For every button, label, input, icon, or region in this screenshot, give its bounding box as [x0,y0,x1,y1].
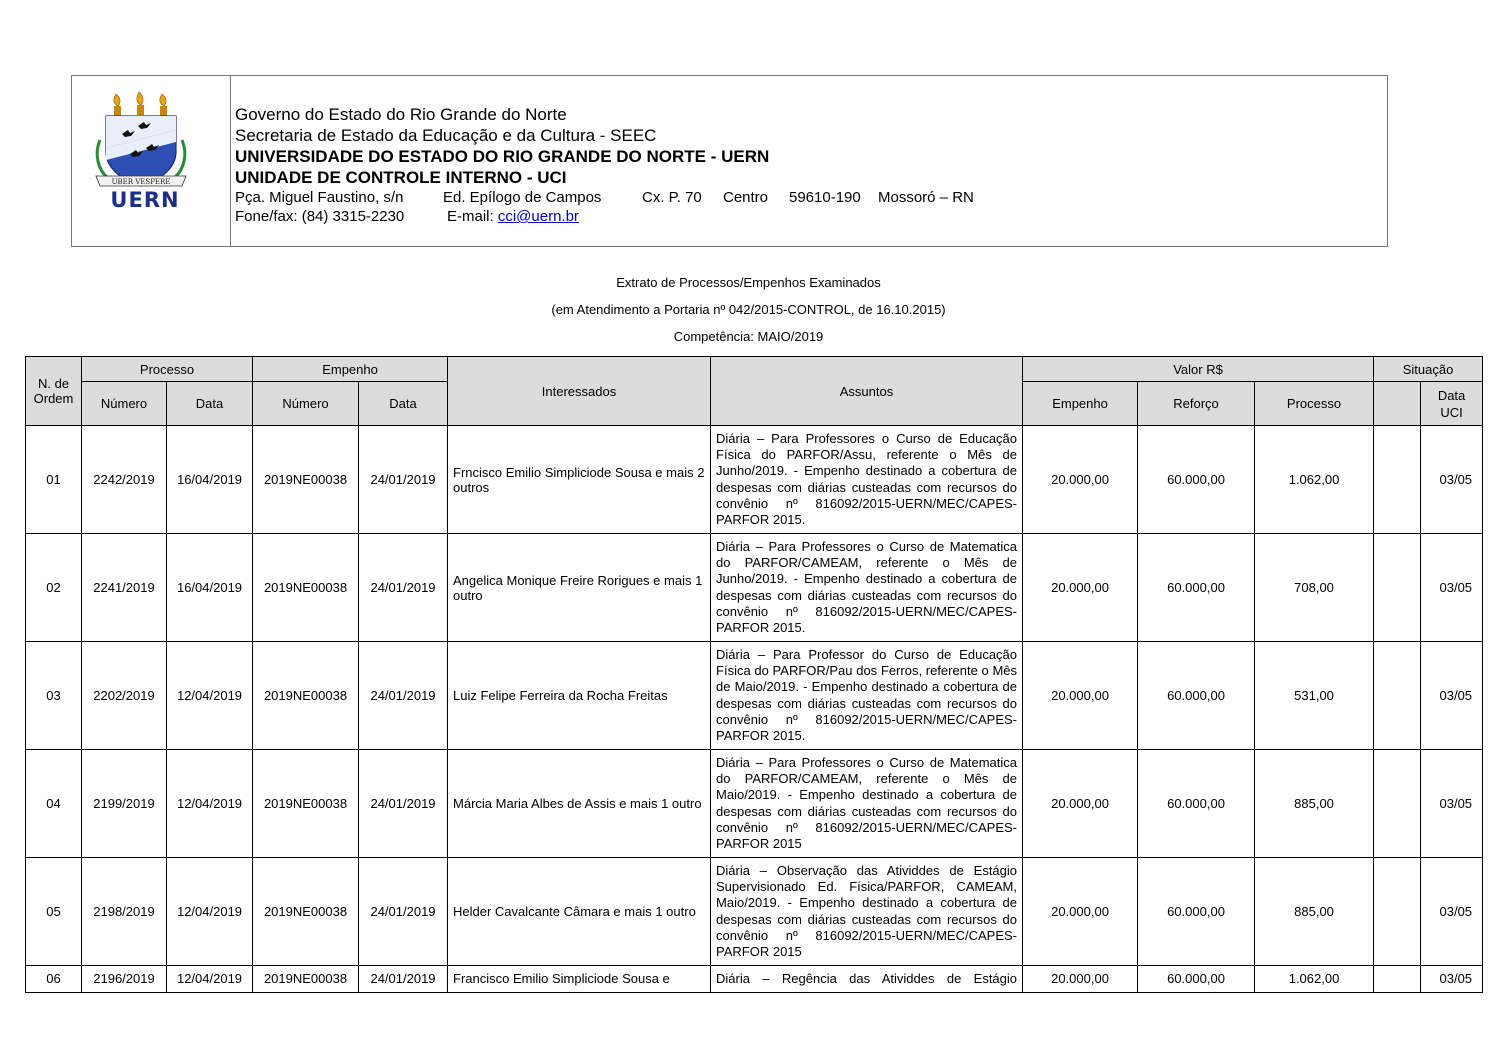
cell-proc-num: 2242/2019 [82,426,167,534]
cell-interessados: Frncisco Emilio Simpliciode Sousa e mais 2 outros [448,426,711,534]
cell-emp-num: 2019NE00038 [253,858,359,966]
cell-data-uci: 03/05 [1421,750,1483,858]
table-body [26,426,1483,993]
table-row [26,642,1483,750]
table-row [26,858,1483,966]
cell-situacao [1374,534,1421,642]
header-empenho-data: Data [359,382,448,426]
cell-v-reforco: 60.000,00 [1138,642,1255,750]
cell-data-uci: 03/05 [1421,858,1483,966]
cell-assunto: Diária – Para Professores o Curso de Matematica do PARFOR/CAMEAM, referente o Mês de Maio/2019. - Empenho destinado a cobertura de despesas com diárias custeadas com recursos do convênio nº 816092/2015-UERN/MEC/CAPES-PARFOR 2015 [711,750,1023,858]
cell-v-reforco: 60.000,00 [1138,750,1255,858]
cell-v-processo: 885,00 [1255,858,1374,966]
cell-interessados: Helder Cavalcante Câmara e mais 1 outro [448,858,711,966]
cell-proc-data: 12/04/2019 [167,750,253,858]
header-data-uci: Data UCI [1421,382,1483,426]
cell-v-processo: 885,00 [1255,750,1374,858]
cell-v-processo: 1.062,00 [1255,966,1374,993]
cell-ordem: 05 [26,858,82,966]
header-empenho-numero: Número [253,382,359,426]
cell-proc-data: 16/04/2019 [167,426,253,534]
cell-data-uci: 03/05 [1421,426,1483,534]
document-header [71,75,1388,247]
processos-table [25,356,1483,993]
cell-proc-num: 2241/2019 [82,534,167,642]
cell-emp-data: 24/01/2019 [359,642,448,750]
cell-v-reforco: 60.000,00 [1138,858,1255,966]
cell-proc-num: 2202/2019 [82,642,167,750]
cell-proc-num: 2198/2019 [82,858,167,966]
logo-wordmark: UERN [110,188,180,212]
table-row [26,966,1483,993]
address-building: Ed. Epílogo de Campos [443,189,602,206]
cell-v-processo: 708,00 [1255,534,1374,642]
header-assuntos: Assuntos [711,357,1023,426]
header-processo-data: Data [167,382,253,426]
cell-situacao [1374,858,1421,966]
header-phone: Fone/fax: (84) 3315-2230 [235,208,405,225]
cell-assunto: Diária – Para Professores o Curso de Matematica do PARFOR/CAMEAM, referente o Mês de Junho/2019. - Empenho destinado a cobertura de despesas com diárias custeadas com recursos do convênio nº 816092/2015-UERN/MEC/CAPES-PARFOR 2015. [711,534,1023,642]
cell-ordem: 06 [26,966,82,993]
address-zip: 59610-190 [789,189,861,206]
cell-v-empenho: 20.000,00 [1023,426,1138,534]
cell-v-reforco: 60.000,00 [1138,966,1255,993]
header-government: Governo do Estado do Rio Grande do Norte [235,105,567,124]
table-row [26,426,1483,534]
address-district: Centro [723,189,769,206]
header-ordem: N. de Ordem [26,357,82,426]
cell-v-empenho: 20.000,00 [1023,642,1138,750]
cell-interessados: Francisco Emilio Simpliciode Sousa e [448,966,711,993]
cell-assunto: Diária – Para Professores o Curso de Educação Física do PARFOR/Assu, referente o Mês de Junho/2019. - Empenho destinado a cobertura de despesas com diárias custeadas com recursos do convênio nº 816092/2015-UERN/MEC/CAPES-PARFOR 2015. [711,426,1023,534]
report-competencia: Competência: MAIO/2019 [673,329,824,344]
cell-emp-data: 24/01/2019 [359,966,448,993]
header-university: UNIVERSIDADE DO ESTADO DO RIO GRANDE DO NORTE - UERN [235,147,770,166]
header-interessados: Interessados [448,357,711,426]
cell-proc-data: 12/04/2019 [167,642,253,750]
email-link[interactable]: cci@uern.br [497,208,579,225]
cell-proc-data: 12/04/2019 [167,858,253,966]
header-situacao: Situação [1374,357,1483,382]
logo-banner-text: UBER VESPERE [111,178,171,186]
header-processo-numero: Número [82,382,167,426]
report-title: Extrato de Processos/Empenhos Examinados [616,275,881,290]
cell-emp-num: 2019NE00038 [253,750,359,858]
cell-situacao [1374,642,1421,750]
cell-v-processo: 1.062,00 [1255,426,1374,534]
report-subtitle: (em Atendimento a Portaria nº 042/2015-CONTROL, de 16.10.2015) [551,302,946,317]
cell-emp-num: 2019NE00038 [253,642,359,750]
cell-v-empenho: 20.000,00 [1023,858,1138,966]
cell-proc-num: 2196/2019 [82,966,167,993]
report-titles [0,275,1497,356]
logo-cell [72,76,231,246]
header-lines [235,104,974,226]
cell-emp-num: 2019NE00038 [253,426,359,534]
header-contact [235,207,974,226]
cell-data-uci: 03/05 [1421,642,1483,750]
cell-ordem: 03 [26,642,82,750]
cell-emp-data: 24/01/2019 [359,858,448,966]
header-processo: Processo [82,357,253,382]
cell-emp-data: 24/01/2019 [359,750,448,858]
cell-proc-data: 12/04/2019 [167,966,253,993]
cell-v-empenho: 20.000,00 [1023,966,1138,993]
cell-proc-num: 2199/2019 [82,750,167,858]
cell-emp-data: 24/01/2019 [359,534,448,642]
cell-ordem: 02 [26,534,82,642]
header-secretaria: Secretaria de Estado da Educação e da Cultura - SEEC [235,126,657,145]
header-unit: UNIDADE DE CONTROLE INTERNO - UCI [235,168,567,187]
cell-emp-num: 2019NE00038 [253,534,359,642]
table-row [26,534,1483,642]
header-valor-empenho: Empenho [1023,382,1138,426]
cell-situacao [1374,426,1421,534]
cell-situacao [1374,750,1421,858]
cell-emp-data: 24/01/2019 [359,426,448,534]
header-valor-processo: Processo [1255,382,1374,426]
cell-ordem: 04 [26,750,82,858]
cell-v-processo: 531,00 [1255,642,1374,750]
header-valor-reforco: Reforço [1138,382,1255,426]
uern-crest-icon [94,90,212,190]
header-situacao-blank [1374,382,1421,426]
address-po-box: Cx. P. 70 [642,189,702,206]
cell-proc-data: 16/04/2019 [167,534,253,642]
cell-assunto: Diária – Regência das Atividdes de Estágio [711,966,1023,993]
table-header [26,357,1483,426]
cell-ordem: 01 [26,426,82,534]
cell-data-uci: 03/05 [1421,534,1483,642]
address-city: Mossoró – RN [878,189,974,206]
cell-v-empenho: 20.000,00 [1023,534,1138,642]
cell-v-reforco: 60.000,00 [1138,534,1255,642]
cell-v-reforco: 60.000,00 [1138,426,1255,534]
header-address [235,188,974,207]
cell-assunto: Diária – Observação das Atividdes de Estágio Supervisionado Ed. Física/PARFOR, CAMEAM, Maio/2019. - Empenho destinado a cobertura de despesas com diárias custeadas com recursos do convênio nº 816092/2015-UERN/MEC/CAPES-PARFOR 2015 [711,858,1023,966]
header-empenho: Empenho [253,357,448,382]
cell-emp-num: 2019NE00038 [253,966,359,993]
table-row [26,750,1483,858]
cell-interessados: Márcia Maria Albes de Assis e mais 1 outro [448,750,711,858]
header-valor: Valor R$ [1023,357,1374,382]
cell-situacao [1374,966,1421,993]
cell-data-uci: 03/05 [1421,966,1483,993]
email-label: E-mail: [447,208,494,225]
cell-interessados: Angelica Monique Freire Rorigues e mais 1 outro [448,534,711,642]
address-street: Pça. Miguel Faustino, s/n [235,189,404,206]
cell-v-empenho: 20.000,00 [1023,750,1138,858]
cell-assunto: Diária – Para Professor do Curso de Educação Física do PARFOR/Pau dos Ferros, referente o Mês de Maio/2019. - Empenho destinado a cobertura de despesas com diárias custeadas com recursos do convênio nº 816092/2015-UERN/MEC/CAPES-PARFOR 2015. [711,642,1023,750]
cell-interessados: Luiz Felipe Ferreira da Rocha Freitas [448,642,711,750]
